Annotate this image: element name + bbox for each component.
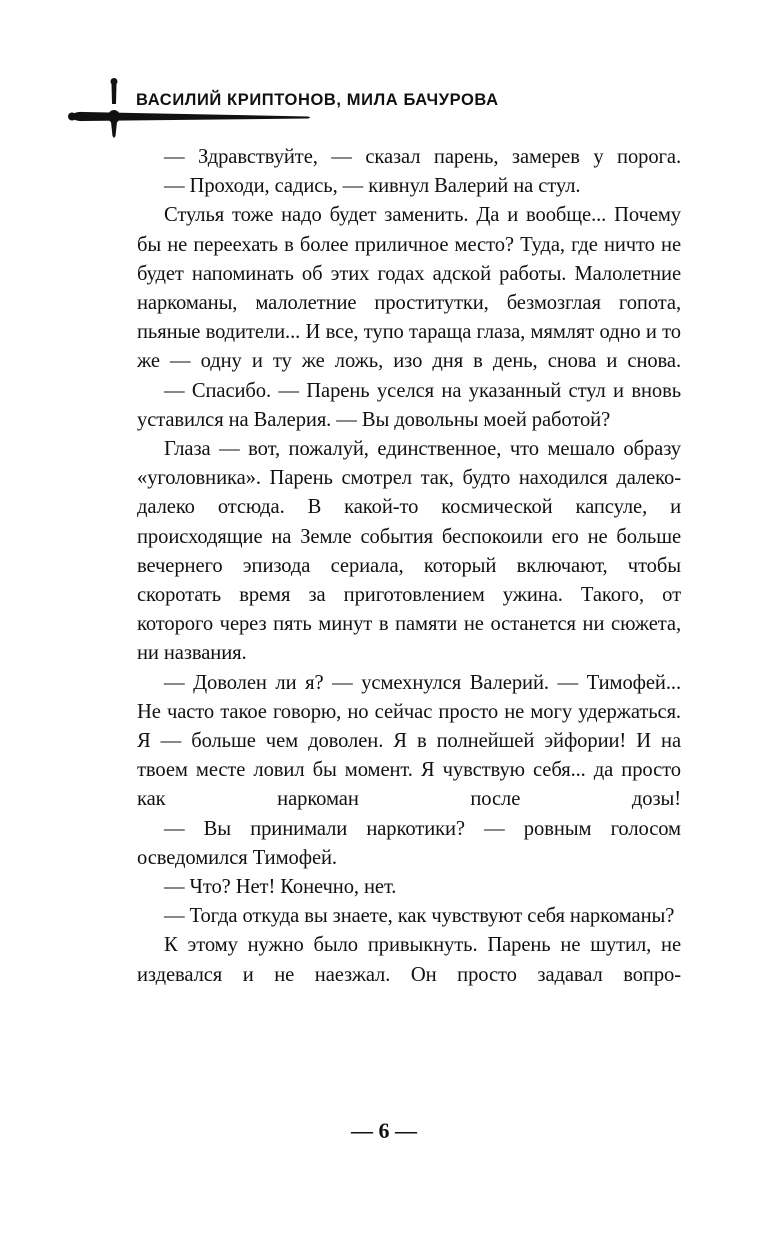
running-header (0, 78, 768, 138)
paragraph: — Вы принимали наркотики? — ровным голосом осведомился Тимофей. (137, 817, 681, 869)
paragraph: К этому нужно было привыкнуть. Парень не шутил, не издевался и не наезжал. Он просто задавал вопро- (137, 934, 681, 986)
body-text (137, 143, 681, 990)
page-number: — 6 — (351, 1118, 417, 1143)
paragraph: — Доволен ли я? — усмехнулся Валерий. — Тимофей... Не часто такое говорю, но сейчас просто не могу удержаться. Я — больше чем доволен. Я в полнейшей эйфории! И на твоем месте ловил бы момент. Я чувствую себя... да просто как наркоман после дозы! (137, 671, 681, 811)
paragraph: Стулья тоже надо будет заменить. Да и вообще... Почему бы не переехать в более приличное место? Туда, где ничто не будет напоминать об этих годах адской работы. Малолетние наркоманы, малолетние проститутки, безмозглая гопота, пьяные водители... И все, тупо тараща глаза, мямлят одно и то же — одну и ту же ложь, изо дня в день, снова и снова. (137, 204, 681, 373)
header-title: ВАСИЛИЙ КРИПТОНОВ, МИЛА БАЧУРОВА (136, 91, 499, 109)
paragraph: Глаза — вот, пожалуй, единственное, что мешало образу «уголовника». Парень смотрел так, будто находился далеко-далеко отсюда. В какой-то космической капсуле, и происходящие на Земле события беспокоили его не больше вечернего эпизода сериала, который включают, чтобы скоротать время за приготовлением ужина. Такого, от которого через пять минут в памяти не останется ни сюжета, ни названия. (137, 438, 681, 665)
paragraph: — Что? Нет! Конечно, нет. (164, 876, 397, 899)
paragraph: — Тогда откуда вы знаете, как чувствуют себя наркоманы? (164, 905, 675, 928)
paragraph: — Спасибо. — Парень уселся на указанный стул и вновь уставился на Валерия. — Вы довольны моей работой? (137, 379, 681, 431)
paragraph: — Проходи, садись, — кивнул Валерий на стул. (164, 175, 581, 198)
paragraph: — Здравствуйте, — сказал парень, замерев у порога. (164, 146, 681, 168)
